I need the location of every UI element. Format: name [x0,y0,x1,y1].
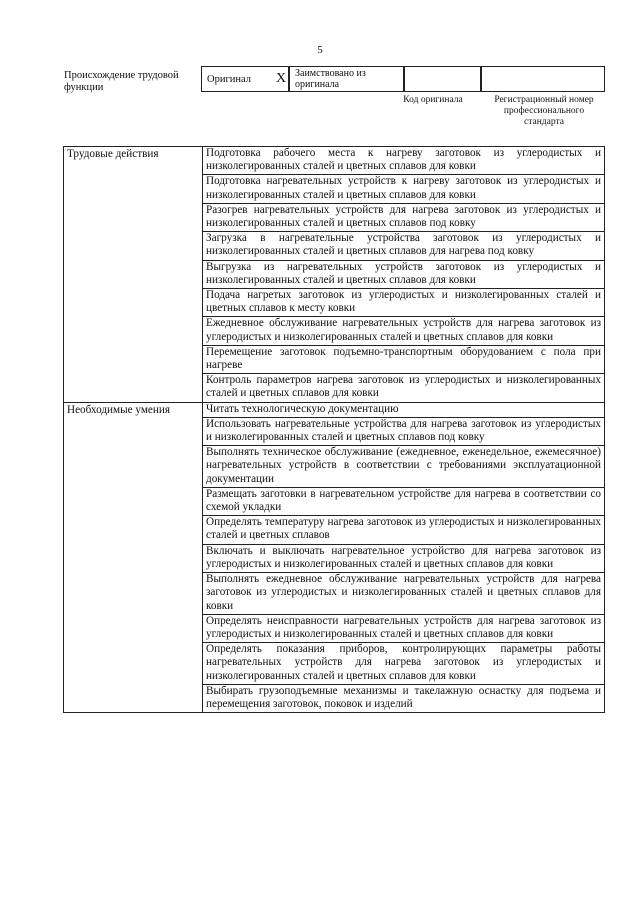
list-item: Перемещение заготовок подъемно-транспортным оборудованием с пола при нагреве [203,345,605,373]
list-item: Выполнять техническое обслуживание (ежедневное, еженедельное, ежемесячное) нагревательных устройств в соответствии с требованиями эксплуатационной документации [203,446,605,488]
list-item: Подготовка нагревательных устройств к нагреву заготовок из углеродистых и низколегированных сталей и цветных сплавов для ковки [203,175,605,203]
list-item: Читать технологическую документацию [203,402,605,417]
table-row [64,402,605,417]
list-item: Разогрев нагревательных устройств для нагрева заготовок из углеродистых и низколегированных сталей и цветных сплавов под ковку [203,203,605,231]
origin-borrowed-cell [289,66,404,92]
origin-reg-cell [481,66,605,92]
list-item: Определять неисправности нагревательных устройств для нагрева заготовок из углеродистых и низколегированных сталей и цветных сплавов для ковки [203,614,605,642]
section-label-actions: Трудовые действия [64,147,203,403]
origin-code-cell [404,66,481,92]
list-item: Определять показания приборов, контролирующих параметры работы нагревательных устройств для нагрева заготовок из углеродистых и низколегированных сталей и цветных сплавов для ковки [203,643,605,685]
list-item: Ежедневное обслуживание нагревательных устройств для нагрева заготовок из углеродистых и низколегированных сталей и цветных сплавов для ковки [203,317,605,345]
list-item: Использовать нагревательные устройства для нагрева заготовок из углеродистых и низколегированных сталей и цветных сплавов под ковку [203,417,605,445]
list-item: Подготовка рабочего места к нагреву заготовок из углеродистых и низколегированных сталей и цветных сплавов для ковки [203,147,605,175]
section-label-skills: Необходимые умения [64,402,203,712]
list-item: Определять температуру нагрева заготовок из углеродистых и низколегированных сталей и цветных сплавов [203,516,605,544]
code-caption: Код оригинала [403,95,463,105]
origin-original-label: Оригинал [207,74,251,85]
list-item: Выполнять ежедневное обслуживание нагревательных устройств для нагрева заготовок из углеродистых и низколегированных сталей и цветных сплавов для ковки [203,573,605,615]
list-item: Выбирать грузоподъемные механизмы и такелажную оснастку для подъема и перемещения заготовок, поковок и изделий [203,684,605,712]
list-item: Выгрузка из нагревательных устройств заготовок из углеродистых и низколегированных сталей и цветных сплавов для ковки [203,260,605,288]
reg-caption: Регистрационный номер профессионального стандарта [494,95,594,127]
origin-borrowed-label: Заимствовано из оригинала [295,68,366,90]
list-item: Включать и выключать нагревательное устройство для нагрева заготовок из углеродистых и низколегированных сталей и цветных сплавов для ковки [203,544,605,572]
page-number: 5 [317,44,323,56]
list-item: Подача нагретых заготовок из углеродистых и низколегированных сталей и цветных сплавов к месту ковки [203,289,605,317]
list-item: Размещать заготовки в нагревательном устройстве для нагрева в соответствии со схемой укладки [203,487,605,515]
origin-mark: X [276,71,287,86]
origin-label: Происхождение трудовой функции [64,70,179,93]
list-item: Контроль параметров нагрева заготовок из углеродистых и низколегированных сталей и цветных сплавов для ковки [203,374,605,402]
requirements-table [63,146,605,713]
origin-original-cell [201,66,289,92]
table-row [64,147,605,175]
list-item: Загрузка в нагревательные устройства заготовок из углеродистых и низколегированных сталей и цветных сплавов для нагрева под ковку [203,232,605,260]
